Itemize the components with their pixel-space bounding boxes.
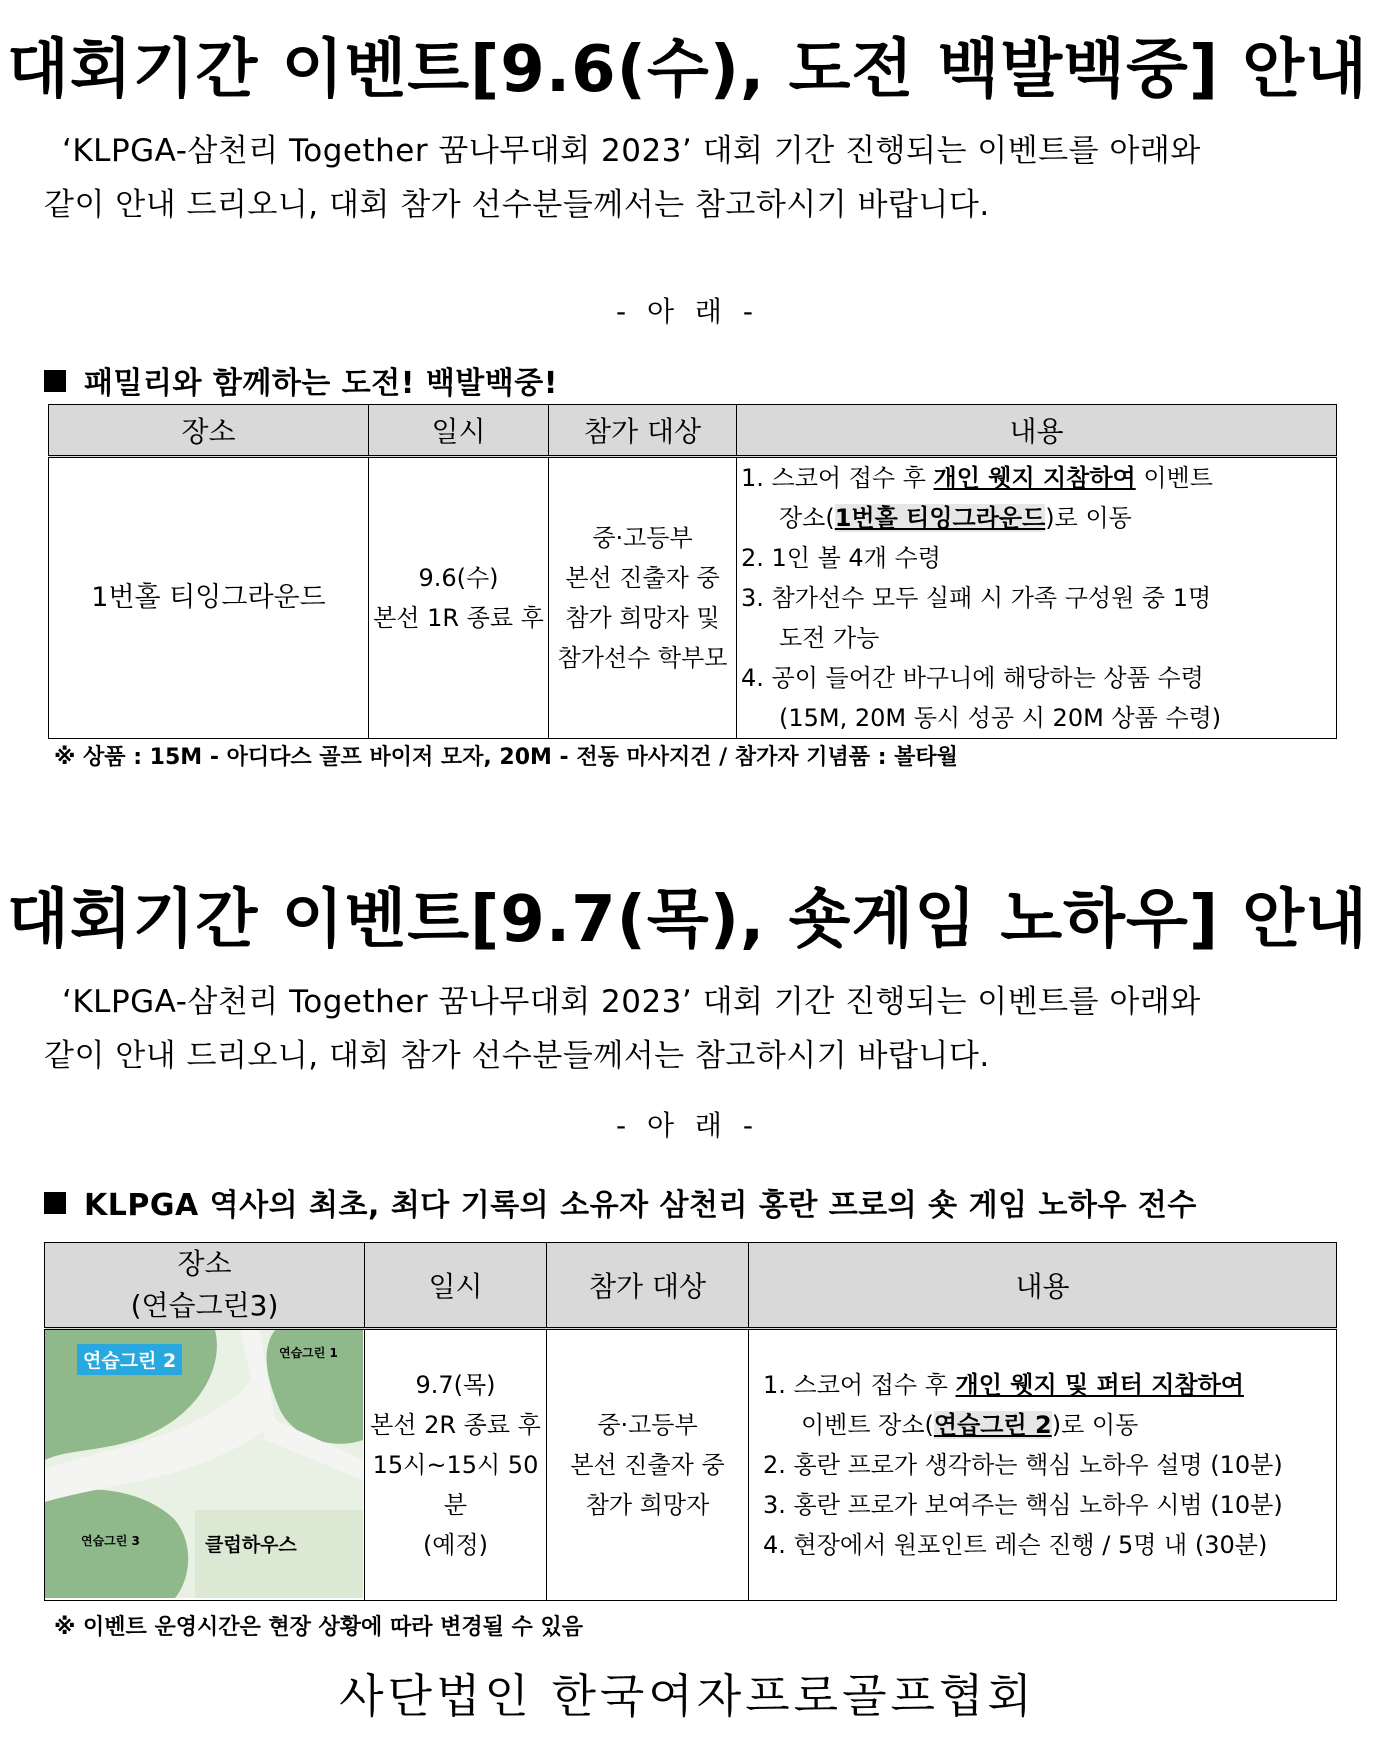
event2-target-line3: 참가 희망자 bbox=[585, 1491, 710, 1519]
event1-target bbox=[549, 457, 737, 739]
event1-place: 1번홀 티잉그라운드 bbox=[49, 457, 369, 739]
event2-target-line1: 중·고등부 bbox=[597, 1411, 698, 1439]
event1-item1-cont bbox=[741, 498, 1336, 538]
event1-target-line4: 참가선수 학부모 bbox=[557, 644, 728, 672]
event1-ahrae: - 아 래 - bbox=[615, 295, 759, 328]
event1-title: 대회기간 이벤트[9.6(수), 도전 백발백중] 안내 bbox=[7, 33, 1368, 107]
list-item bbox=[741, 578, 1336, 658]
event2-item1-cont bbox=[763, 1405, 1336, 1445]
event2-item1-e: )로 이동 bbox=[1051, 1411, 1139, 1439]
event2-header-place-line2: (연습그린3) bbox=[130, 1289, 279, 1322]
event2-header-target: 참가 대상 bbox=[547, 1243, 749, 1329]
event2-intro bbox=[44, 975, 1334, 1083]
event2-ahrae: - 아 래 - bbox=[615, 1109, 759, 1142]
event2-note: ※ 이벤트 운영시간은 현장 상황에 따라 변경될 수 있음 bbox=[54, 1615, 583, 1640]
clubhouse-area bbox=[195, 1510, 363, 1598]
event2-header-content: 내용 bbox=[749, 1243, 1337, 1329]
event1-header-target: 참가 대상 bbox=[549, 405, 737, 457]
event2-target-line2: 본선 진출자 중 bbox=[570, 1451, 725, 1479]
square-bullet-icon bbox=[44, 1192, 66, 1214]
event2-intro-line2: 같이 안내 드리오니, 대회 참가 선수분들께서는 참고하시기 바랍니다. bbox=[44, 1038, 990, 1074]
event2-datetime-line3: 15시~15시 50분 bbox=[372, 1451, 539, 1519]
map-label-green2: 연습그린 2 bbox=[77, 1344, 182, 1375]
event2-item1-c: 이벤트 장소( bbox=[801, 1411, 934, 1439]
event2-section-heading-text: KLPGA 역사의 최초, 최다 기록의 소유자 삼천리 홍란 프로의 숏 게임 노하우 전수 bbox=[84, 1188, 1197, 1223]
event2-title: 대회기간 이벤트[9.7(목), 숏게임 노하우] 안내 bbox=[7, 883, 1368, 957]
practice-green-map bbox=[45, 1330, 363, 1598]
event1-target-line1: 중·고등부 bbox=[592, 524, 693, 552]
event2-content-list bbox=[763, 1365, 1336, 1565]
event2-item1-b: 개인 웻지 및 퍼터 지참하여 bbox=[955, 1371, 1244, 1399]
event2-item1-a: 1. 스코어 접수 후 bbox=[763, 1371, 956, 1399]
event1-item1-c: 이벤트 bbox=[1135, 464, 1213, 492]
event1-target-line3: 참가 희망자 및 bbox=[565, 604, 720, 632]
footer-organization: 사단법인 한국여자프로골프협회 bbox=[339, 1669, 1036, 1723]
event1-intro-line1: ‘KLPGA-삼천리 Together 꿈나무대회 2023’ 대회 기간 진행되는 이벤트를 아래와 bbox=[62, 133, 1201, 169]
event2-place-map-cell bbox=[45, 1329, 365, 1601]
event1-header-place: 장소 bbox=[49, 405, 369, 457]
event1-target-line2: 본선 진출자 중 bbox=[565, 564, 720, 592]
event1-datetime bbox=[369, 457, 549, 739]
list-item bbox=[741, 658, 1336, 738]
event1-content bbox=[737, 457, 1337, 739]
event1-item1-a: 1. 스코어 접수 후 bbox=[741, 464, 934, 492]
event1-item3-b: 도전 가능 bbox=[779, 624, 880, 652]
event1-section-heading-text: 패밀리와 함께하는 도전! 백발백중! bbox=[84, 366, 558, 401]
list-item: 2. 홍란 프로가 생각하는 핵심 노하우 설명 (10분) bbox=[763, 1451, 1283, 1479]
event2-header-place bbox=[45, 1243, 365, 1329]
event1-item4-a: 4. 공이 들어간 바구니에 해당하는 상품 수령 bbox=[741, 664, 1204, 692]
event1-item1-b: 개인 웻지 지참하여 bbox=[933, 464, 1136, 492]
event2-target bbox=[547, 1329, 749, 1601]
event1-datetime-line1: 9.6(수) bbox=[418, 564, 499, 592]
event1-item3-a: 3. 참가선수 모두 실패 시 가족 구성원 중 1명 bbox=[741, 584, 1212, 612]
event1-item1-f: )로 이동 bbox=[1045, 504, 1132, 532]
event2-intro-line1: ‘KLPGA-삼천리 Together 꿈나무대회 2023’ 대회 기간 진행되는 이벤트를 아래와 bbox=[62, 984, 1201, 1020]
event1-header-datetime: 일시 bbox=[369, 405, 549, 457]
event2-datetime-line2: 본선 2R 종료 후 bbox=[370, 1411, 541, 1439]
event2-datetime-line4: (예정) bbox=[422, 1531, 489, 1559]
event2-header-place-line1: 장소 bbox=[177, 1247, 232, 1280]
event1-datetime-line2: 본선 1R 종료 후 bbox=[373, 604, 544, 632]
list-item bbox=[763, 1365, 1336, 1445]
event1-item1-d: 장소( bbox=[779, 504, 835, 532]
event1-note: ※ 상품 : 15M - 아디다스 골프 바이저 모자, 20M - 전동 마사지건 / 참가자 기념품 : 볼타월 bbox=[54, 745, 958, 770]
event2-datetime bbox=[365, 1329, 547, 1601]
event2-header-datetime: 일시 bbox=[365, 1243, 547, 1329]
list-item: 2. 1인 볼 4개 수령 bbox=[741, 544, 941, 572]
event1-section-heading bbox=[44, 358, 558, 402]
event1-item4-b: (15M, 20M 동시 성공 시 20M 상품 수령) bbox=[779, 704, 1222, 732]
map-label-green1: 연습그린 1 bbox=[279, 1346, 338, 1360]
map-label-green3: 연습그린 3 bbox=[81, 1534, 140, 1548]
event2-content bbox=[749, 1329, 1337, 1601]
event1-table bbox=[48, 404, 1337, 739]
list-item: 4. 현장에서 원포인트 레슨 진행 / 5명 내 (30분) bbox=[763, 1531, 1268, 1559]
list-item: 3. 홍란 프로가 보여주는 핵심 노하우 시범 (10분) bbox=[763, 1491, 1283, 1519]
map-label-clubhouse: 클럽하우스 bbox=[205, 1534, 297, 1556]
event2-item1-d: 연습그린 2 bbox=[933, 1411, 1052, 1439]
event1-intro-line2: 같이 안내 드리오니, 대회 참가 선수분들께서는 참고하시기 바랍니다. bbox=[44, 187, 990, 223]
event2-table bbox=[44, 1242, 1337, 1601]
event1-item1-e: 1번홀 티잉그라운드 bbox=[834, 504, 1046, 532]
square-bullet-icon bbox=[44, 370, 66, 392]
event2-datetime-line1: 9.7(목) bbox=[415, 1371, 496, 1399]
list-item bbox=[741, 458, 1336, 538]
event2-section-heading bbox=[44, 1180, 1197, 1224]
event1-content-list bbox=[741, 458, 1336, 738]
event1-intro bbox=[44, 124, 1334, 232]
event1-header-content: 내용 bbox=[737, 405, 1337, 457]
